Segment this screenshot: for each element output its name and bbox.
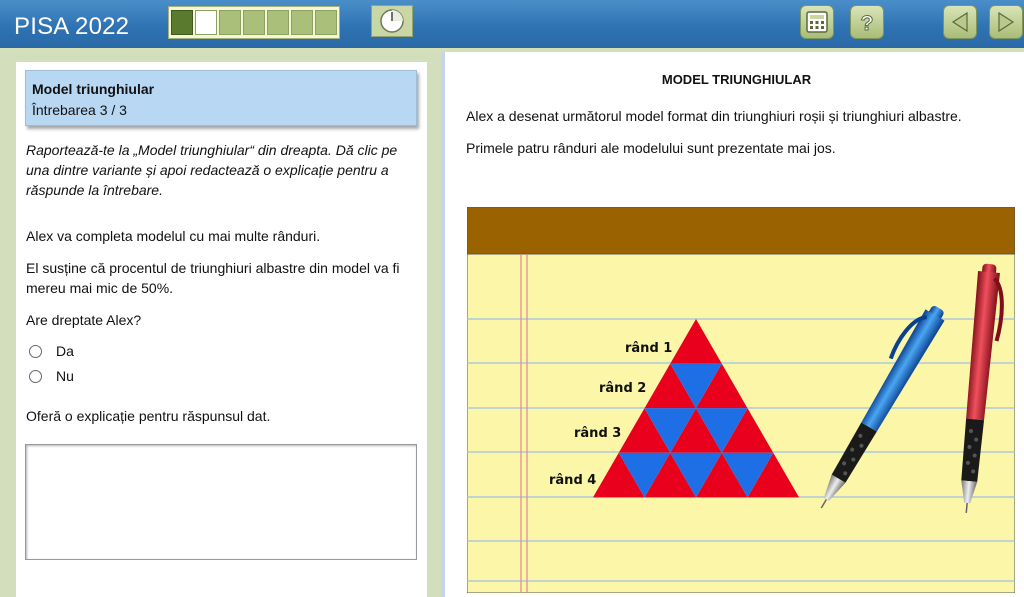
stimulus-paragraph-1: Alex a desenat următorul model format din triunghiuri roșii și triunghiuri albastre.	[466, 108, 962, 124]
progress-segment	[243, 10, 265, 35]
question-number: Întrebarea 3 / 3	[32, 102, 127, 118]
option-nu[interactable]	[29, 368, 74, 384]
question-paragraph-2: El susține că procentul de triunghiuri albastre din model va fi mereu mai mic de 50%.	[26, 260, 400, 296]
calculator-button[interactable]	[800, 5, 834, 39]
explain-prompt: Oferă o explicație pentru răspunsul dat.	[26, 408, 271, 424]
help-button[interactable]	[850, 5, 884, 39]
help-icon	[855, 10, 879, 34]
instruction-text: Raportează-te la „Model triunghiular“ din dreapta. Dă clic pe una dintre variante și apoi redactează o explicație pentru a răspunde la întrebare.	[26, 142, 398, 198]
progress-segment	[315, 10, 337, 35]
progress-segment	[291, 10, 313, 35]
row-label-4: rând 4	[549, 473, 597, 488]
stimulus-title: MODEL TRIUNGHIULAR	[661, 72, 812, 87]
row-label-1: rând 1	[625, 341, 673, 356]
calculator-icon	[805, 10, 829, 34]
option-label: Nu	[56, 368, 74, 384]
question-paragraph-1: Alex va completa modelul cu mai multe rânduri.	[26, 228, 321, 244]
progress-segment	[219, 10, 241, 35]
progress-segment	[171, 10, 193, 35]
question-header	[25, 70, 417, 126]
option-label: Da	[56, 343, 74, 359]
stimulus-pane	[441, 52, 1024, 597]
triangle-pattern-figure	[467, 207, 1015, 593]
radio-button[interactable]	[29, 345, 42, 358]
row-label-2: rând 2	[599, 381, 647, 396]
explanation-input[interactable]	[25, 444, 417, 560]
row-label-3: rând 3	[574, 426, 622, 441]
question-panel	[16, 62, 427, 597]
next-arrow-icon	[994, 10, 1018, 34]
option-da[interactable]	[29, 343, 74, 359]
timer-icon	[379, 8, 405, 34]
progress-segment	[195, 10, 217, 35]
question-pane	[0, 52, 441, 597]
top-bar	[0, 0, 1024, 48]
svg-text:?: ?	[860, 12, 874, 34]
brand-title: PISA 2022	[14, 13, 130, 40]
timer-button[interactable]	[371, 5, 413, 37]
back-arrow-icon	[948, 10, 972, 34]
stimulus-paragraph-2: Primele patru rânduri ale modelului sunt prezentate mai jos.	[466, 140, 836, 156]
back-button[interactable]	[943, 5, 977, 39]
question-progress	[168, 6, 340, 39]
radio-button[interactable]	[29, 370, 42, 383]
unit-title: Model triunghiular	[32, 81, 155, 97]
question-prompt: Are dreptate Alex?	[26, 312, 142, 328]
progress-segment	[267, 10, 289, 35]
next-button[interactable]	[989, 5, 1023, 39]
